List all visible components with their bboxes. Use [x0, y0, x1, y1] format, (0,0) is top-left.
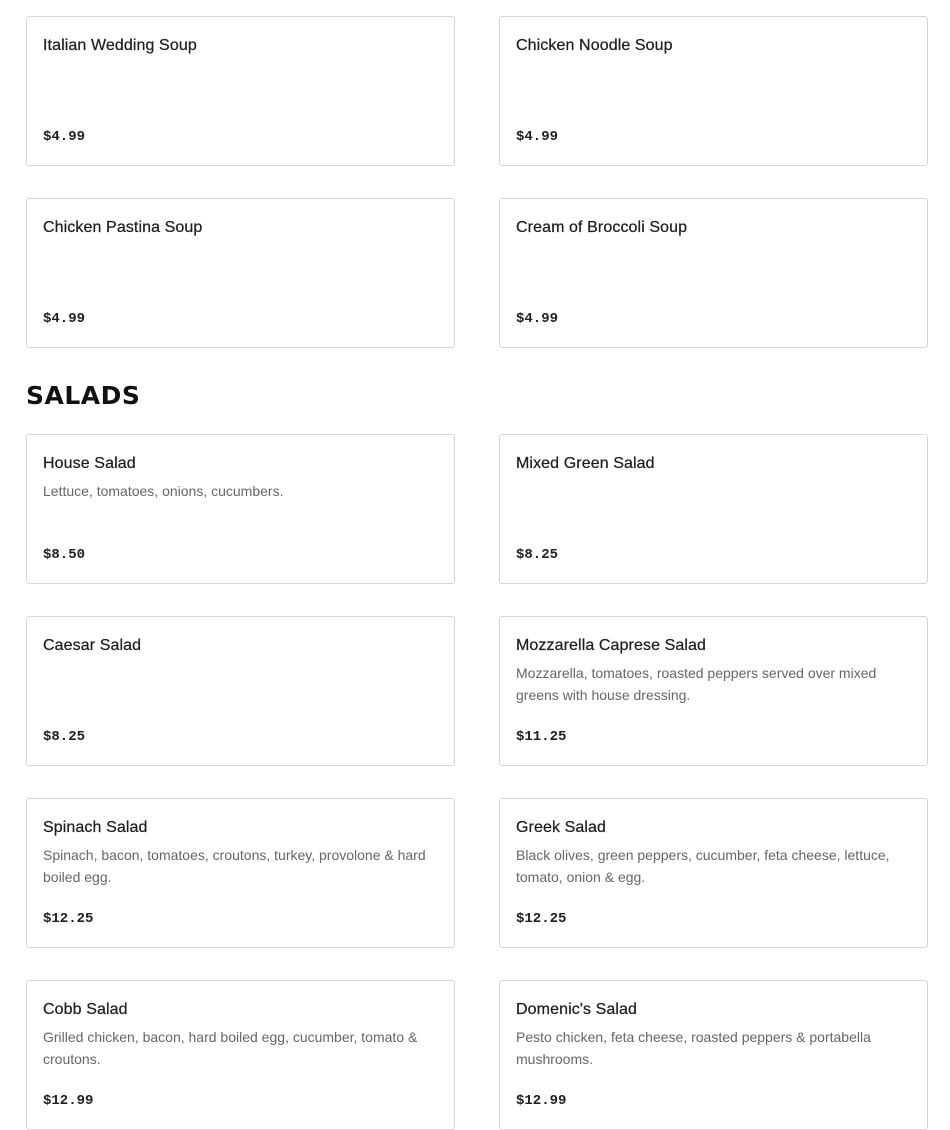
menu-item-name: Caesar Salad — [43, 637, 142, 654]
menu-item-price: $12.25 — [43, 911, 94, 927]
menu-item-card[interactable] — [26, 434, 455, 584]
menu-item-description: Grilled chicken, bacon, hard boiled egg, cucumber, tomato & croutons. — [43, 1029, 418, 1067]
menu-item-name: Cream of Broccoli Soup — [516, 219, 688, 236]
menu-item-description: Lettuce, tomatoes, onions, cucumbers. — [43, 483, 284, 499]
menu-item-description: Black olives, green peppers, cucumber, feta cheese, lettuce, tomato, onion & egg. — [516, 847, 890, 885]
menu-item-price: $4.99 — [516, 311, 559, 327]
menu-item-name: Chicken Noodle Soup — [516, 37, 673, 54]
menu-item-description: Pesto chicken, feta cheese, roasted peppers & portabella mushrooms. — [516, 1029, 871, 1067]
menu-item-card[interactable] — [26, 616, 455, 766]
menu-item-name: Italian Wedding Soup — [43, 37, 197, 54]
menu-item-price: $8.25 — [516, 547, 559, 563]
menu-item-card[interactable] — [26, 198, 455, 348]
salad-items-grid — [26, 434, 928, 1130]
menu-item-price: $8.25 — [43, 729, 86, 745]
menu-item-price: $8.50 — [43, 547, 86, 563]
menu-item-name: Domenic's Salad — [516, 1001, 638, 1018]
menu-item-price: $4.99 — [43, 129, 86, 145]
menu-item-card[interactable] — [499, 198, 928, 348]
menu-item-price: $11.25 — [516, 729, 567, 745]
menu-item-card[interactable] — [26, 16, 455, 166]
menu-item-name: Greek Salad — [516, 819, 607, 836]
menu-item-price: $12.99 — [516, 1093, 567, 1109]
menu-item-name: House Salad — [43, 455, 136, 472]
menu-item-price: $12.99 — [43, 1093, 94, 1109]
menu-item-price: $4.99 — [516, 129, 559, 145]
menu-item-name: Spinach Salad — [43, 819, 148, 836]
menu-item-card[interactable] — [499, 434, 928, 584]
menu-item-name: Chicken Pastina Soup — [43, 219, 203, 236]
menu-page — [26, 16, 928, 1130]
menu-item-card[interactable] — [26, 980, 455, 1130]
menu-item-card[interactable] — [499, 798, 928, 948]
menu-item-card[interactable] — [499, 980, 928, 1130]
section-title-salads: SALADS — [26, 381, 141, 410]
menu-item-description: Spinach, bacon, tomatoes, croutons, turkey, provolone & hard boiled egg. — [43, 847, 426, 885]
menu-item-name: Cobb Salad — [43, 1001, 128, 1018]
menu-item-card[interactable] — [26, 798, 455, 948]
menu-item-card[interactable] — [499, 616, 928, 766]
menu-item-card[interactable] — [499, 16, 928, 166]
menu-item-price: $4.99 — [43, 311, 86, 327]
menu-item-description: Mozzarella, tomatoes, roasted peppers served over mixed greens with house dressing. — [516, 665, 877, 703]
soup-items-grid — [26, 16, 928, 348]
menu-item-name: Mozzarella Caprese Salad — [516, 637, 707, 654]
menu-item-price: $12.25 — [516, 911, 567, 927]
menu-item-name: Mixed Green Salad — [516, 455, 655, 472]
